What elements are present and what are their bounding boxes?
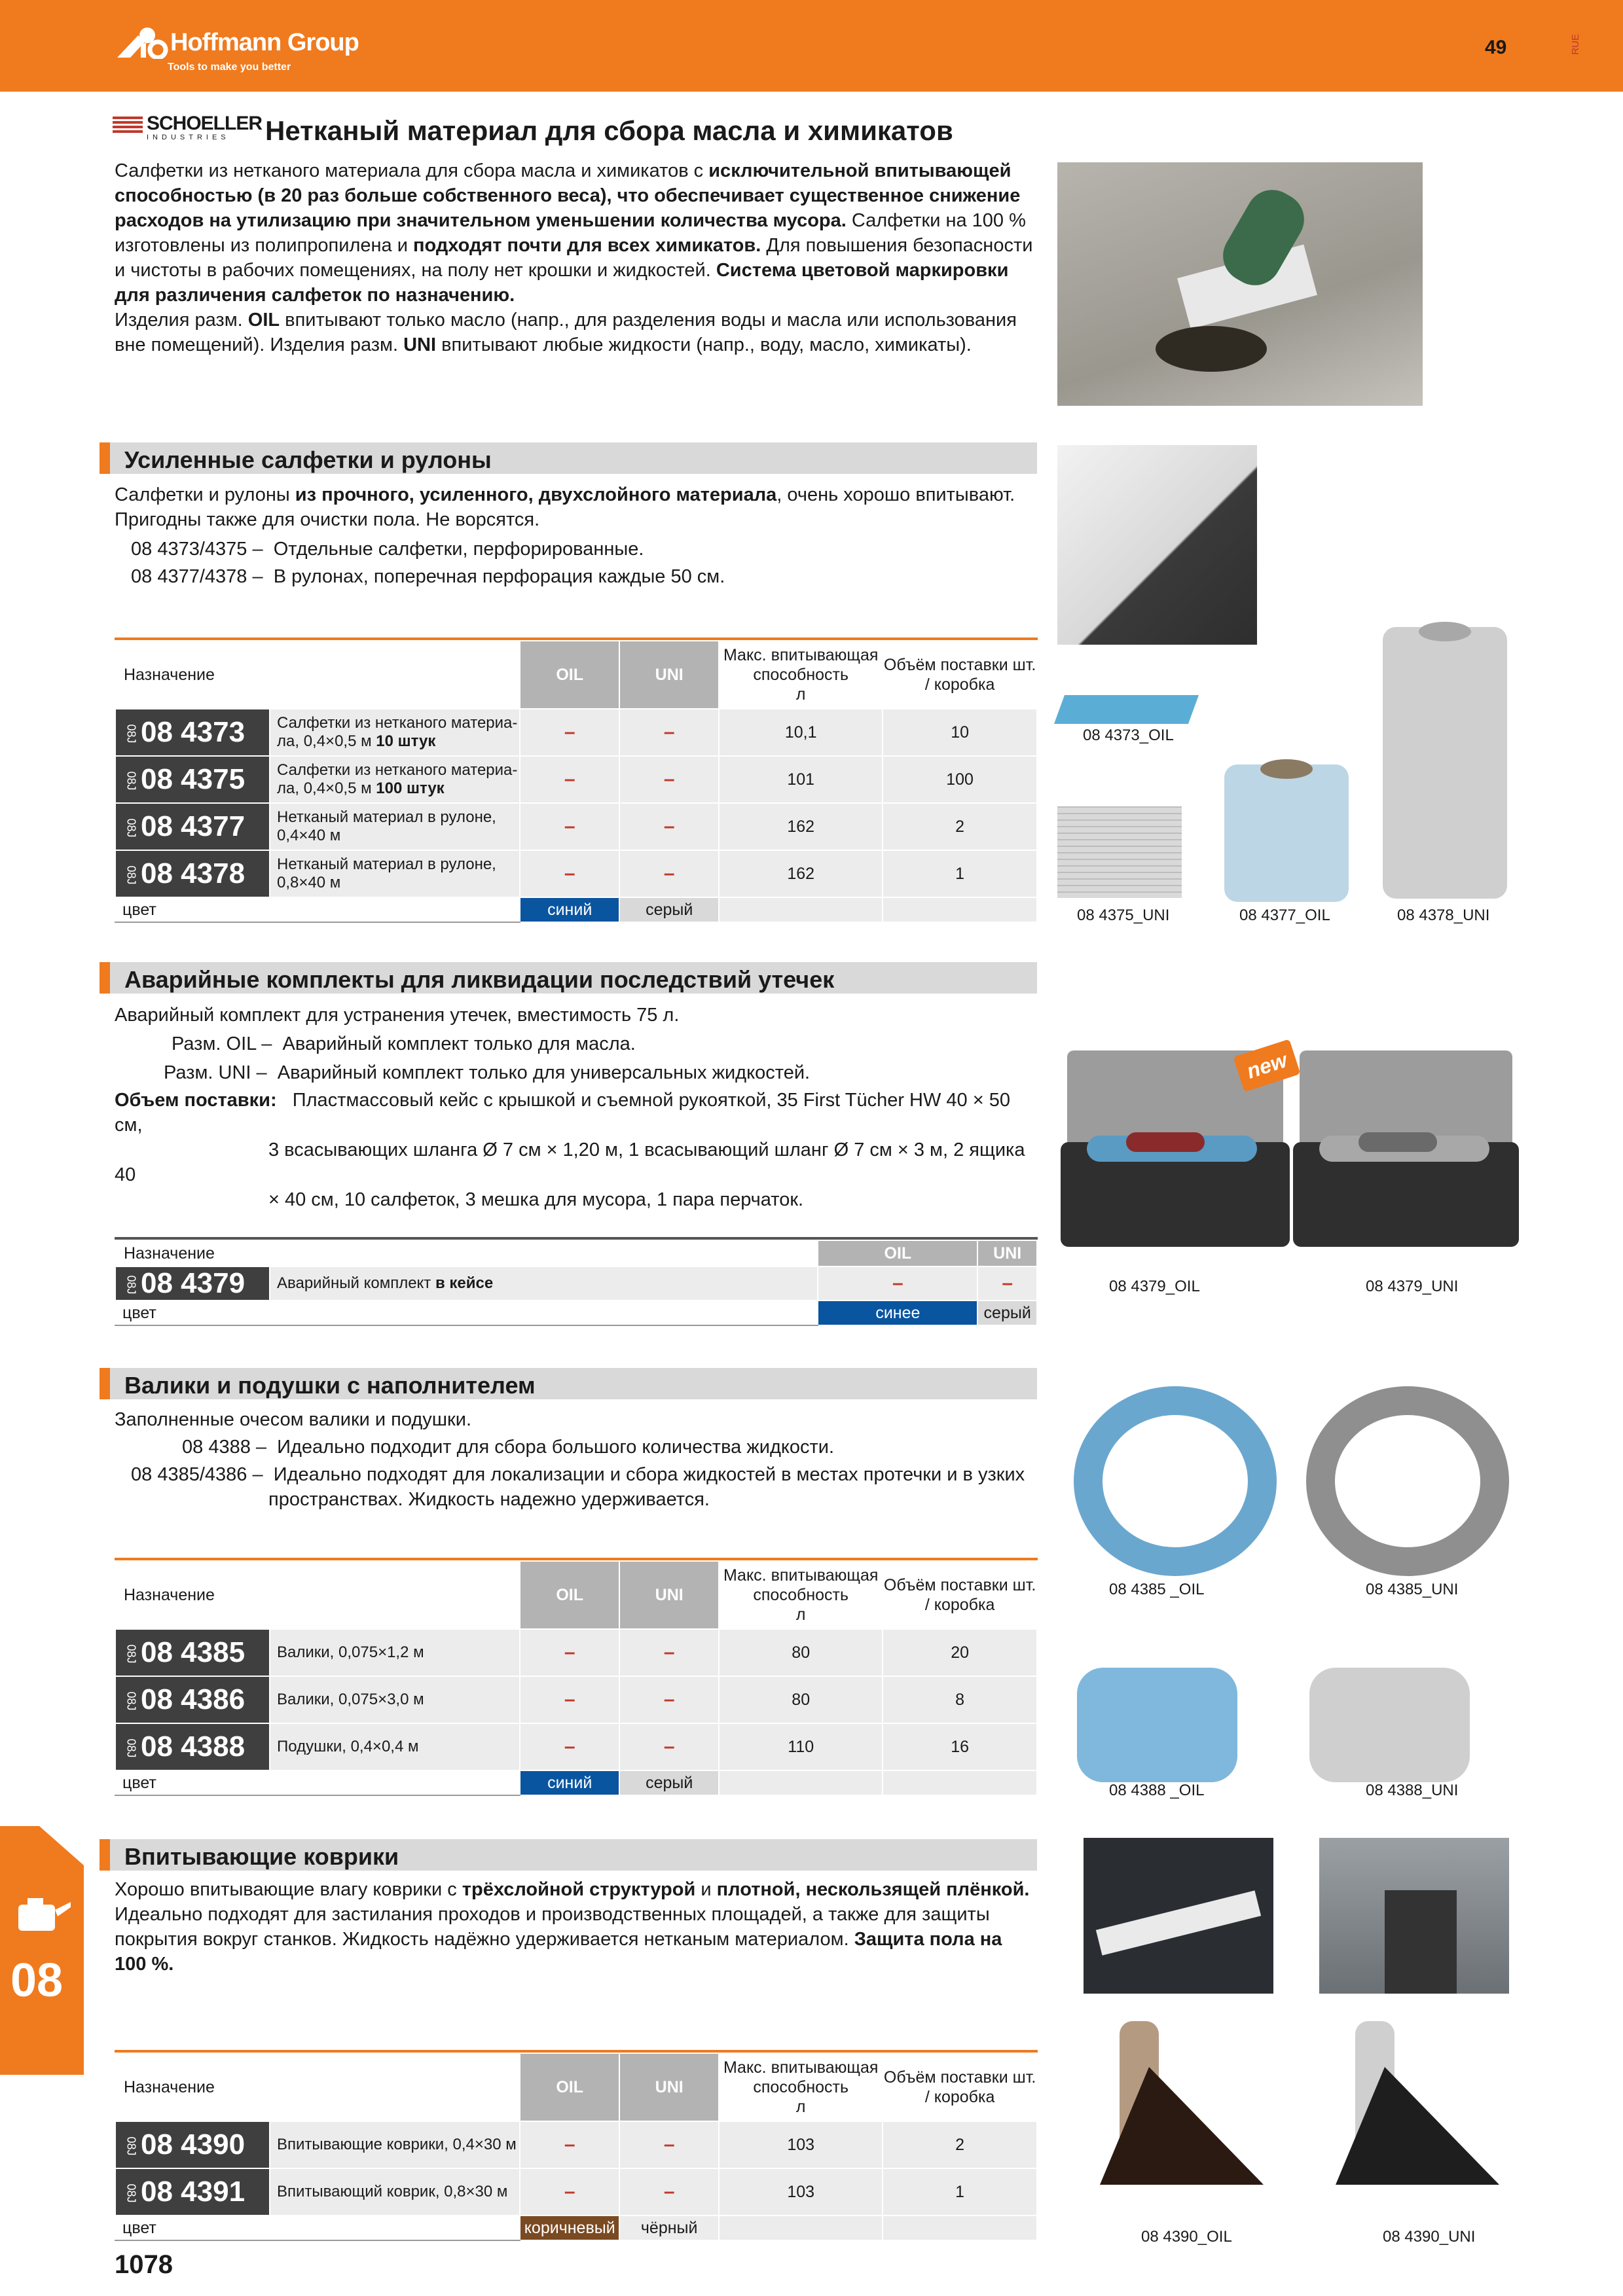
caption: 08 4377_OIL [1239, 906, 1330, 924]
col-uni: UNI [619, 641, 719, 709]
capacity-value: 103 [719, 2168, 883, 2215]
table-row [115, 756, 1037, 803]
uni-mark: – [619, 2121, 719, 2168]
uni-mark: – [977, 1266, 1037, 1300]
article-code[interactable]: 08J 08 4385 [115, 1629, 270, 1676]
caption: 08 4373_OIL [1083, 726, 1174, 744]
col-purpose: Назначение [115, 1561, 520, 1629]
color-oil: синее [818, 1300, 977, 1325]
capacity-value: 103 [719, 2121, 883, 2168]
color-uni: серый [977, 1300, 1037, 1325]
section-header-reinforced [100, 442, 1037, 474]
uni-mark: – [619, 2168, 719, 2215]
oil-mark: – [520, 803, 619, 850]
page-title: Нетканый материал для сбора масла и химикатов [265, 115, 953, 146]
table-row-color [115, 1770, 1037, 1795]
caption: 08 4385 _OIL [1109, 1581, 1205, 1598]
caption: 08 4385_UNI [1366, 1581, 1459, 1598]
mat-in-use-photo [1319, 1838, 1509, 1994]
color-uni: серый [619, 1770, 719, 1795]
section3-line2: 08 4385/4386 – Идеально подходят для локализации и сбора жидкостей в местах протечки и в узких пространствах. Жидкость надежно удерживается. [131, 1464, 1025, 1510]
uni-mark: – [619, 1723, 719, 1770]
article-code[interactable]: 08J 08 4391 [115, 2168, 270, 2215]
article-description: Нетканый материал в рулоне, 0,4×40 м [270, 803, 520, 850]
oil-mark: – [520, 1676, 619, 1723]
schoeller-logo [113, 113, 263, 148]
oil-can-icon [12, 1890, 72, 1933]
col-delivery: Объём поставки шт. / коробка [883, 641, 1037, 709]
article-description: Валики, 0,075×3,0 м [270, 1676, 520, 1723]
table-row-color [115, 1300, 1037, 1325]
product-084388-uni-image [1309, 1668, 1470, 1782]
col-delivery: Объём поставки шт. / коробка [883, 1561, 1037, 1629]
section1-description: Салфетки и рулоны из прочного, усиленного, двухслойного материала, очень хорошо впитывают. Пригодны также для очистки пола. Не ворсятся. [115, 484, 1015, 530]
table-row-color [115, 897, 1037, 922]
product-084390-uni-image [1316, 2021, 1506, 2185]
table-row [115, 2168, 1037, 2215]
col-capacity: Макс. впитывающая способность л [719, 2053, 883, 2121]
color-label: цвет [115, 2215, 520, 2240]
table-row [115, 1723, 1037, 1770]
delivery-value: 8 [883, 1676, 1037, 1723]
product-084375-image [1057, 806, 1182, 898]
perforated-wipes-photo [1057, 445, 1257, 645]
article-code[interactable]: 08J 08 4377 [115, 803, 270, 850]
col-uni: UNI [619, 1561, 719, 1629]
section-header-socks [100, 1368, 1037, 1399]
section-title: Усиленные салфетки и рулоны [124, 446, 492, 473]
oil-mark: – [818, 1266, 977, 1300]
article-description: Аварийный комплект в кейсе [270, 1266, 818, 1300]
product-084379-uni-image [1293, 1050, 1519, 1253]
article-code[interactable]: 08J 08 4375 [115, 756, 270, 803]
caption: 08 4379_UNI [1366, 1278, 1459, 1295]
col-purpose: Назначение [115, 2053, 520, 2121]
intro-paragraph: Салфетки из нетканого материала для сбора масла и химикатов с исключительной впитывающей способностью (в 20 раз больше собственного веса), что обеспечивает существенное снижение расходов на утилизацию при значительном уменьшении количества мусора. Салфетки на 100 % изготовлены из полипропилена и подходят почти для всех химикатов. Для повышения безопасности и чистоты в рабочих помещениях, на полу нет крошки и жидкостей. Система цветовой маркировки для различения салфеток по назначению. Изделия разм. OIL впитывают только масло (напр., для разделения воды и масла или использования вне помещений). Изделия разм. UNI впитывают любые жидкости (напр., воду, масло, химикаты). [115, 160, 1033, 355]
puddle-shape [1156, 326, 1267, 372]
article-description: Валики, 0,075×1,2 м [270, 1629, 520, 1676]
new-badge: new [1233, 1039, 1301, 1092]
color-label: цвет [115, 1300, 818, 1325]
delivery-value: 16 [883, 1723, 1037, 1770]
table-row [115, 803, 1037, 850]
section-title: Валики и подушки с наполнителем [124, 1372, 536, 1399]
schoeller-logo-top: SCHOELLER [147, 113, 263, 134]
table-row-color [115, 2215, 1037, 2240]
table-row [115, 1629, 1037, 1676]
capacity-value: 162 [719, 803, 883, 850]
table-emergency [115, 1240, 1038, 1326]
schoeller-stripes-icon [113, 115, 143, 134]
table-row [115, 850, 1037, 897]
color-uni: серый [619, 897, 719, 922]
table-row [115, 2121, 1037, 2168]
section2-scope: Объем поставки: Пластмассовый кейс с крышкой и съемной рукояткой, 35 First Tücher HW 40 × 50 см, 3 всасывающих шланга Ø 7 см × 1,20 м, 1 всасывающий шланг Ø 7 см × 3 м, 2 ящика 40 × 40 см, 10 салфеток, 3 мешка для мусора, 1 пара перчаток. [115, 1090, 1025, 1210]
caption: 08 4388_UNI [1366, 1782, 1459, 1799]
oil-mark: – [520, 2121, 619, 2168]
section-title: Аварийные комплекты для ликвидации последствий утечек [124, 966, 835, 993]
chapter-number: 08 [10, 1954, 64, 2007]
col-purpose: Назначение [115, 641, 520, 709]
caption: 08 4388 _OIL [1109, 1782, 1205, 1799]
col-capacity: Макс. впитывающая способность л [719, 1561, 883, 1629]
uni-mark: – [619, 850, 719, 897]
uni-mark: – [619, 709, 719, 756]
article-description: Подушки, 0,4×0,4 м [270, 1723, 520, 1770]
article-description: Салфетки из нетканого материа- ла, 0,4×0,5 м 100 штук [270, 756, 520, 803]
article-description: Нетканый материал в рулоне, 0,8×40 м [270, 850, 520, 897]
col-oil: OIL [520, 2053, 619, 2121]
article-code[interactable]: 08J 08 4379 [115, 1266, 270, 1300]
capacity-value: 110 [719, 1723, 883, 1770]
uni-mark: – [619, 756, 719, 803]
chapter-tab [0, 1826, 84, 2075]
section-title: Впитывающие коврики [124, 1843, 399, 1870]
table-mats [115, 2053, 1038, 2241]
caption: 08 4375_UNI [1077, 906, 1170, 924]
col-delivery: Объём поставки шт. / коробка [883, 2053, 1037, 2121]
article-code[interactable]: 08J 08 4378 [115, 850, 270, 897]
col-uni: UNI [619, 2053, 719, 2121]
oil-mark: – [520, 1723, 619, 1770]
table-reinforced [115, 640, 1038, 923]
capacity-value: 80 [719, 1629, 883, 1676]
product-084388-oil-image [1077, 1668, 1237, 1782]
article-description: Впитывающие коврики, 0,4×30 м [270, 2121, 520, 2168]
section4-description: Хорошо впитывающие влагу коврики с трёхслойной структурой и плотной, нескользящей плёнкой. Идеально подходят для застилания проходов и производственных площадей, а также для защиты покрытия вокруг станков. Жидкость надёжно удерживается нетканым материалом. Защита пола на 100 %. [115, 1879, 1030, 1975]
section2-line2: Разм. UNI – Аварийный комплект только для универсальных жидкостей. [164, 1062, 811, 1083]
article-code[interactable]: 08J 08 4390 [115, 2121, 270, 2168]
mat-closeup-photo [1084, 1838, 1273, 1994]
hoffmann-logo-icon [115, 24, 171, 59]
col-oil: OIL [520, 1561, 619, 1629]
catalog-code: RUE [1570, 34, 1581, 55]
article-description: Салфетки из нетканого материа- ла, 0,4×0,5 м 10 штук [270, 709, 520, 756]
article-code[interactable]: 08J 08 4388 [115, 1723, 270, 1770]
intro-photo [1057, 162, 1423, 406]
caption: 08 4378_UNI [1397, 906, 1490, 924]
article-description: Впитывающий коврик, 0,8×30 м [270, 2168, 520, 2215]
caption: 08 4390_UNI [1383, 2228, 1476, 2246]
uni-mark: – [619, 1629, 719, 1676]
schoeller-logo-bottom: INDUSTRIES [147, 134, 230, 141]
brand-name: Hoffmann Group [170, 29, 359, 56]
col-purpose: Назначение [115, 1240, 818, 1266]
oil-mark: – [520, 2168, 619, 2215]
delivery-value: 2 [883, 2121, 1037, 2168]
delivery-value: 2 [883, 803, 1037, 850]
col-capacity: Макс. впитывающая способность л [719, 641, 883, 709]
uni-mark: – [619, 803, 719, 850]
caption: 08 4390_OIL [1141, 2228, 1232, 2246]
oil-mark: – [520, 850, 619, 897]
section1-line1: 08 4373/4375 – Отдельные салфетки, перфорированные. [131, 539, 644, 560]
color-oil: коричневый [520, 2215, 619, 2240]
table-socks [115, 1560, 1038, 1796]
delivery-value: 20 [883, 1629, 1037, 1676]
article-code[interactable]: 08J 08 4386 [115, 1676, 270, 1723]
color-oil: синий [520, 897, 619, 922]
capacity-value: 162 [719, 850, 883, 897]
delivery-value: 100 [883, 756, 1037, 803]
section2-intro: Аварийный комплект для устранения утечек, вместимость 75 л. [115, 1005, 680, 1026]
product-084385-oil-image [1074, 1386, 1277, 1576]
delivery-value: 10 [883, 709, 1037, 756]
oil-mark: – [520, 1629, 619, 1676]
oil-mark: – [520, 709, 619, 756]
delivery-value: 1 [883, 850, 1037, 897]
delivery-value: 1 [883, 2168, 1037, 2215]
article-code[interactable]: 08J 08 4373 [115, 709, 270, 756]
col-oil: OIL [520, 641, 619, 709]
brand-tagline: Tools to make you better [168, 62, 291, 73]
product-084373-image [1054, 695, 1199, 724]
capacity-value: 10,1 [719, 709, 883, 756]
product-084385-uni-image [1306, 1386, 1509, 1576]
color-label: цвет [115, 1770, 520, 1795]
page-number: 1078 [115, 2250, 173, 2279]
product-084377-image [1224, 764, 1349, 902]
section3-intro: Заполненные очесом валики и подушки. [115, 1409, 471, 1430]
table-row [115, 1266, 1037, 1300]
section3-line1: 08 4388 – Идеально подходит для сбора большого количества жидкости. [182, 1437, 835, 1458]
capacity-value: 101 [719, 756, 883, 803]
col-oil: OIL [818, 1240, 977, 1266]
caption: 08 4379_OIL [1109, 1278, 1200, 1295]
capacity-value: 80 [719, 1676, 883, 1723]
section-header-emergency [100, 962, 1037, 994]
table-row [115, 1676, 1037, 1723]
product-084390-oil-image [1080, 2021, 1270, 2185]
oil-mark: – [520, 756, 619, 803]
table-row [115, 709, 1037, 756]
section1-line2: 08 4377/4378 – В рулонах, поперечная перфорация каждые 50 см. [131, 566, 725, 587]
product-084378-image [1383, 627, 1507, 899]
color-label: цвет [115, 897, 520, 922]
col-uni: UNI [977, 1240, 1037, 1266]
page-number-top: 49 [1485, 37, 1507, 58]
section-header-mats [100, 1839, 1037, 1871]
uni-mark: – [619, 1676, 719, 1723]
section2-line1: Разм. OIL – Аварийный комплект только для масла. [172, 1033, 636, 1054]
color-oil: синий [520, 1770, 619, 1795]
color-uni: чёрный [619, 2215, 719, 2240]
